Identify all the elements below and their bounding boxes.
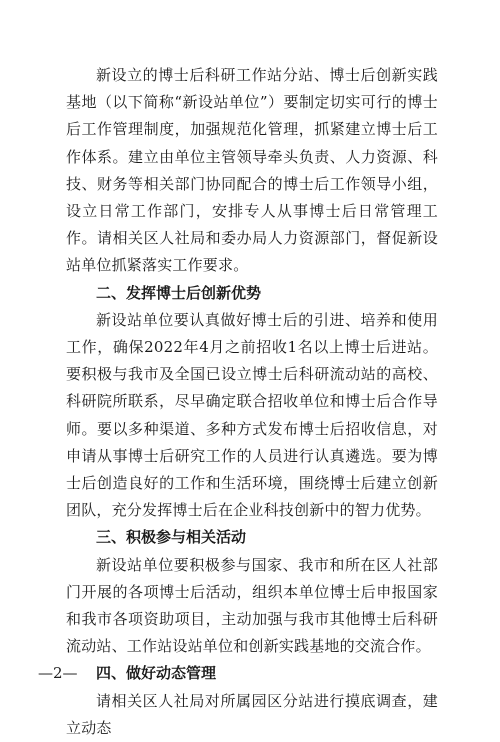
document-body [66,62,438,742]
section-heading-2: 二、发挥博士后创新优势 [96,283,262,302]
page-number: —2— [38,664,78,682]
paragraph-section-2: 新设站单位要认真做好博士后的引进、培养和使用工作，确保2022年4月之前招收1名以上博士后进站。要积极与我市及全国已设立博士后科研流动站的高校、科研院所联系，尽早确定联合招收单位和博士后合作导师。要以多种渠道、多种方式发布博士后招收信息，对申请从事博士后研究工作的人员进行认真遴选。要为博士后创造良好的工作和生活环境，围绕博士后建立创新团队，充分发挥博士后在企业科技创新中的智力优势。 [66,310,438,520]
paragraph-section-3: 新设站单位要积极参与国家、我市和所在区人社部门开展的各项博士后活动，组织本单位博士后申报国家和我市各项资助项目，主动加强与我市其他博士后科研流动站、工作站设站单位和创新实践基地的交流合作。 [66,555,438,656]
section-heading-3: 三、积极参与相关活动 [96,528,247,547]
paragraph-intro: 新设立的博士后科研工作站分站、博士后创新实践基地（以下简称“新设站单位”）要制定切实可行的博士后工作管理制度，加强规范化管理，抓紧建立博士后工作体系。建立由单位主管领导牵头负责、人力资源、科技、财务等相关部门协同配合的博士后工作领导小组，设立日常工作部门，安排专人从事博士后日常管理工作。请相关区人社局和委办局人力资源部门，督促新设站单位抓紧落实工作要求。 [66,66,438,275]
paragraph-section-4: 请相关区人社局对所属园区分站进行摸底调查，建立动态 [66,691,438,737]
section-heading-4: 四、做好动态管理 [96,664,217,683]
